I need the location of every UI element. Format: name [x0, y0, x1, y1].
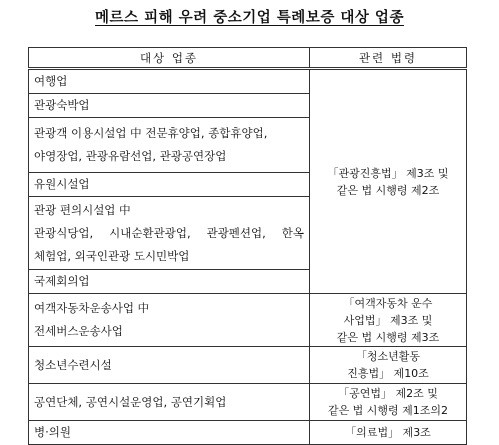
header-law: 관련 법령 — [310, 48, 467, 69]
industry-text: 관광 편의시설업 中 — [34, 202, 131, 217]
industry-text: 관광숙박업 — [34, 98, 90, 112]
industry-cell — [29, 294, 310, 347]
industry-text: 관광식당업, 시내순환관광업, 관광펜션업, 한옥 — [34, 225, 304, 240]
industry-text: 여행업 — [34, 74, 68, 88]
industry-cell — [29, 270, 310, 294]
law-text: 「여객자동차 운수 — [343, 296, 433, 310]
industry-text: 청소년수련시설 — [34, 357, 112, 372]
industry-cell — [29, 94, 310, 118]
table-header-row — [29, 48, 467, 69]
table-row — [29, 347, 467, 384]
industry-cell — [29, 173, 310, 197]
law-text: 「의료법」 제3조 — [345, 426, 431, 439]
law-cell — [310, 384, 467, 421]
industry-text: 유원시설업 — [34, 177, 90, 191]
industry-text: 야영장업, 관광유람선업, 관광공연장업 — [34, 149, 227, 163]
law-text: 같은 법 시행령 제3조 — [336, 330, 440, 344]
law-text: 같은 법 시행령 제2조 — [336, 183, 440, 197]
header-industry: 대상 업종 — [29, 48, 310, 69]
law-text: 진흥법」 제10조 — [347, 367, 429, 380]
law-text: 「공연법」 제2조 및 — [338, 387, 438, 400]
industry-text: 공연단체, 공연시설운영업, 공연기획업 — [34, 394, 227, 409]
law-text: 「청소년활동 — [355, 350, 421, 363]
table-row — [29, 384, 467, 421]
law-text: 같은 법 시행령 제1조의2 — [327, 404, 449, 417]
document-title-text: 메르스 피해 우려 중소기업 특례보증 대상 업종 — [95, 10, 404, 26]
law-cell — [310, 347, 467, 384]
industry-text: 국제회의업 — [34, 274, 90, 288]
industry-cell — [29, 118, 310, 173]
document-title — [0, 6, 499, 27]
industry-text: 병·의원 — [34, 425, 71, 439]
law-cell — [310, 69, 467, 294]
industry-text: 전세버스운송사업 — [34, 324, 123, 338]
law-text: 「관광진흥법」 제3조 및 — [327, 166, 449, 180]
law-cell — [310, 294, 467, 347]
table-row — [29, 294, 467, 347]
industry-text: 체험업, 외국인관광 도시민박업 — [34, 248, 190, 263]
industry-cell — [29, 384, 310, 421]
industry-text: 여객자동차운송사업 中 — [34, 301, 150, 315]
industry-cell — [29, 69, 310, 94]
industry-cell — [29, 197, 310, 270]
law-text: 사업법」 제3조 및 — [343, 313, 433, 327]
industry-cell — [29, 347, 310, 384]
table-row — [29, 69, 467, 94]
industry-table — [28, 47, 467, 445]
industry-text: 관광객 이용시설업 中 전문휴양업, 종합휴양업, — [34, 126, 268, 140]
